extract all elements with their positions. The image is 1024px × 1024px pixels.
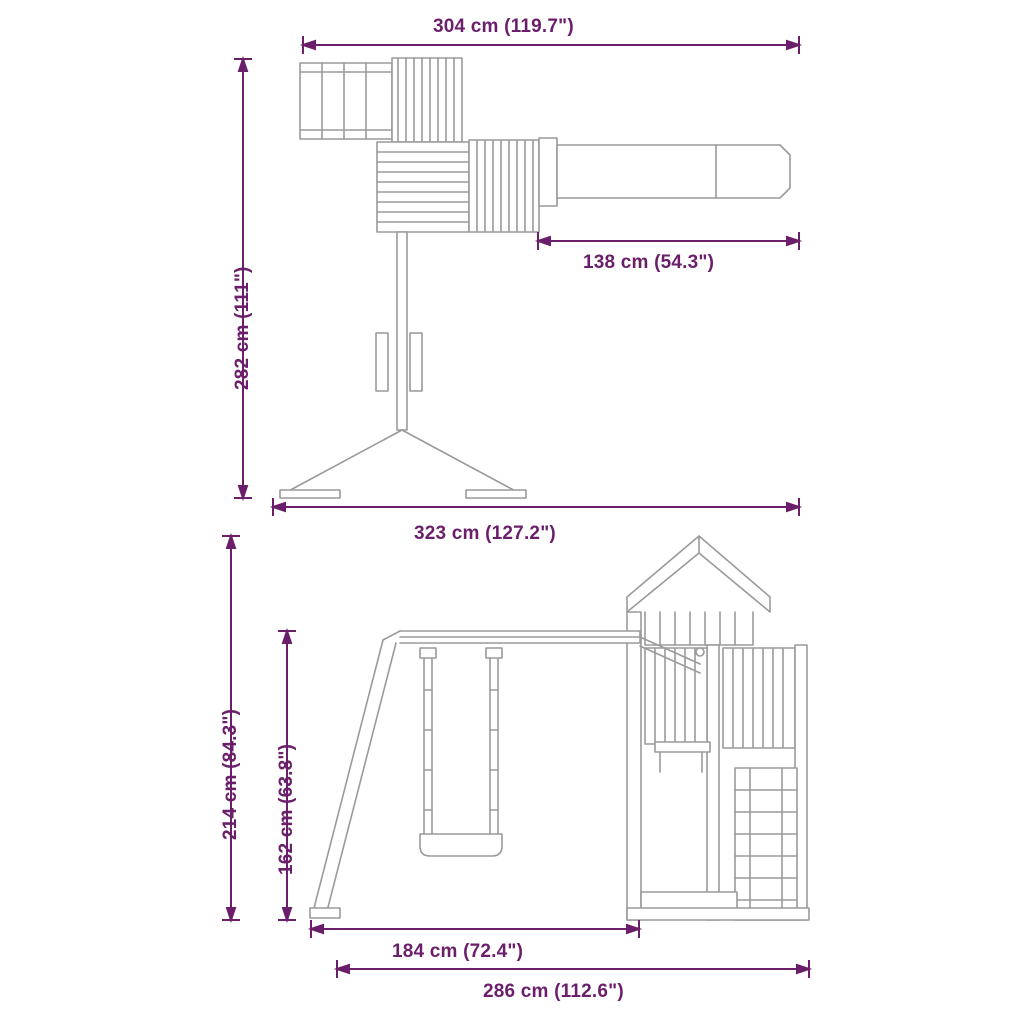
- dimension-label-top-width-bottom: 323 cm (127.2"): [414, 523, 556, 544]
- dimension-label-top-width-total: 304 cm (119.7"): [433, 16, 574, 37]
- dimension-label-front-height-total: 214 cm (84.3"): [220, 708, 241, 840]
- top-view-drawing: [280, 58, 790, 498]
- dimension-label-top-slide-width: 138 cm (54.3"): [583, 252, 715, 273]
- front-view-drawing: [310, 536, 809, 920]
- dimension-label-front-height-swing: 162 cm (63.8"): [276, 743, 297, 875]
- dimension-label-top-height-total: 282 cm (111"): [232, 266, 253, 390]
- dimension-label-front-width-total: 286 cm (112.6"): [483, 981, 624, 1002]
- dimension-label-front-width-swing: 184 cm (72.4"): [392, 941, 524, 962]
